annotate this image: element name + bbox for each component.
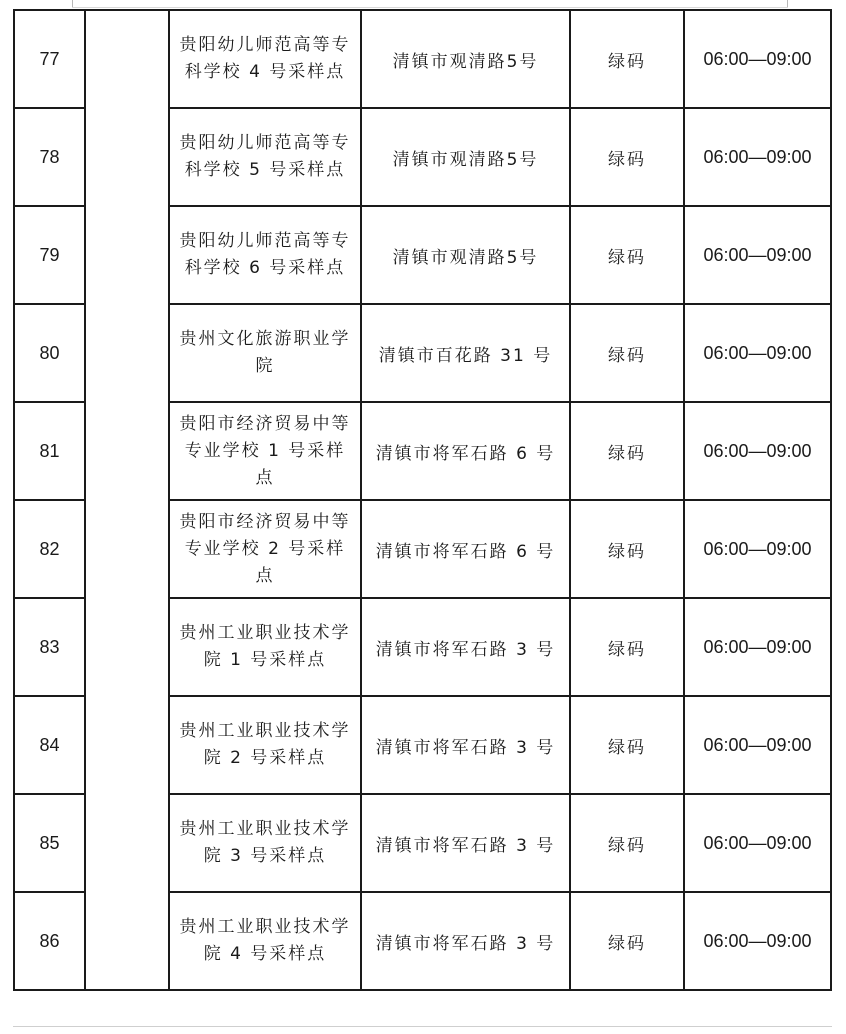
site-name	[169, 206, 361, 304]
site-name	[169, 304, 361, 402]
site-name-text: 贵州文化旅游职业学院	[179, 329, 351, 376]
site-name-text: 贵州工业职业技术学院 3 号采样点	[179, 819, 351, 866]
row-number: 79	[14, 206, 85, 304]
site-name	[169, 696, 361, 794]
health-code-requirement: 绿码	[570, 794, 684, 892]
row-number: 78	[14, 108, 85, 206]
site-name	[169, 598, 361, 696]
row-number: 83	[14, 598, 85, 696]
health-code-requirement: 绿码	[570, 696, 684, 794]
site-address: 清镇市观清路5号	[361, 108, 570, 206]
site-address: 清镇市将军石路 6 号	[361, 402, 570, 500]
page-bottom-rule	[13, 1026, 832, 1027]
site-address: 清镇市百花路 31 号	[361, 304, 570, 402]
sampling-hours: 06:00—09:00	[684, 206, 831, 304]
site-name	[169, 892, 361, 990]
row-number: 85	[14, 794, 85, 892]
site-address: 清镇市将军石路 3 号	[361, 794, 570, 892]
sampling-hours: 06:00—09:00	[684, 892, 831, 990]
page-margin-guide-top	[72, 7, 788, 8]
health-code-requirement: 绿码	[570, 598, 684, 696]
health-code-requirement: 绿码	[570, 10, 684, 108]
sampling-hours: 06:00—09:00	[684, 304, 831, 402]
sampling-site-rows	[14, 10, 831, 990]
site-name	[169, 500, 361, 598]
sampling-hours: 06:00—09:00	[684, 696, 831, 794]
site-name-text: 贵州工业职业技术学院 2 号采样点	[179, 721, 351, 768]
site-address: 清镇市将军石路 3 号	[361, 696, 570, 794]
health-code-requirement: 绿码	[570, 500, 684, 598]
site-name	[169, 108, 361, 206]
site-name-text: 贵阳幼儿师范高等专科学校 6 号采样点	[179, 231, 351, 278]
health-code-requirement: 绿码	[570, 402, 684, 500]
table-row	[14, 10, 831, 108]
row-number: 82	[14, 500, 85, 598]
site-name-text: 贵州工业职业技术学院 4 号采样点	[179, 917, 351, 964]
sampling-hours: 06:00—09:00	[684, 500, 831, 598]
site-name	[169, 794, 361, 892]
row-number: 81	[14, 402, 85, 500]
site-address: 清镇市将军石路 3 号	[361, 598, 570, 696]
site-name-text: 贵州工业职业技术学院 1 号采样点	[179, 623, 351, 670]
site-address: 清镇市观清路5号	[361, 206, 570, 304]
health-code-requirement: 绿码	[570, 892, 684, 990]
site-address: 清镇市将军石路 6 号	[361, 500, 570, 598]
sampling-hours: 06:00—09:00	[684, 794, 831, 892]
site-name	[169, 10, 361, 108]
sampling-site-table	[13, 9, 832, 991]
row-number: 80	[14, 304, 85, 402]
row-number: 77	[14, 10, 85, 108]
row-number: 84	[14, 696, 85, 794]
sampling-hours: 06:00—09:00	[684, 10, 831, 108]
merged-group-cell	[85, 10, 169, 990]
site-address: 清镇市将军石路 3 号	[361, 892, 570, 990]
health-code-requirement: 绿码	[570, 304, 684, 402]
sampling-hours: 06:00—09:00	[684, 402, 831, 500]
health-code-requirement: 绿码	[570, 108, 684, 206]
row-number: 86	[14, 892, 85, 990]
site-address: 清镇市观清路5号	[361, 10, 570, 108]
site-name	[169, 402, 361, 500]
health-code-requirement: 绿码	[570, 206, 684, 304]
site-name-text: 贵阳幼儿师范高等专科学校 4 号采样点	[179, 35, 351, 82]
sampling-hours: 06:00—09:00	[684, 598, 831, 696]
sampling-hours: 06:00—09:00	[684, 108, 831, 206]
site-name-text: 贵阳幼儿师范高等专科学校 5 号采样点	[179, 133, 351, 180]
site-name-text: 贵阳市经济贸易中等专业学校 1 号采样点	[179, 413, 351, 488]
site-name-text: 贵阳市经济贸易中等专业学校 2 号采样点	[179, 511, 351, 586]
